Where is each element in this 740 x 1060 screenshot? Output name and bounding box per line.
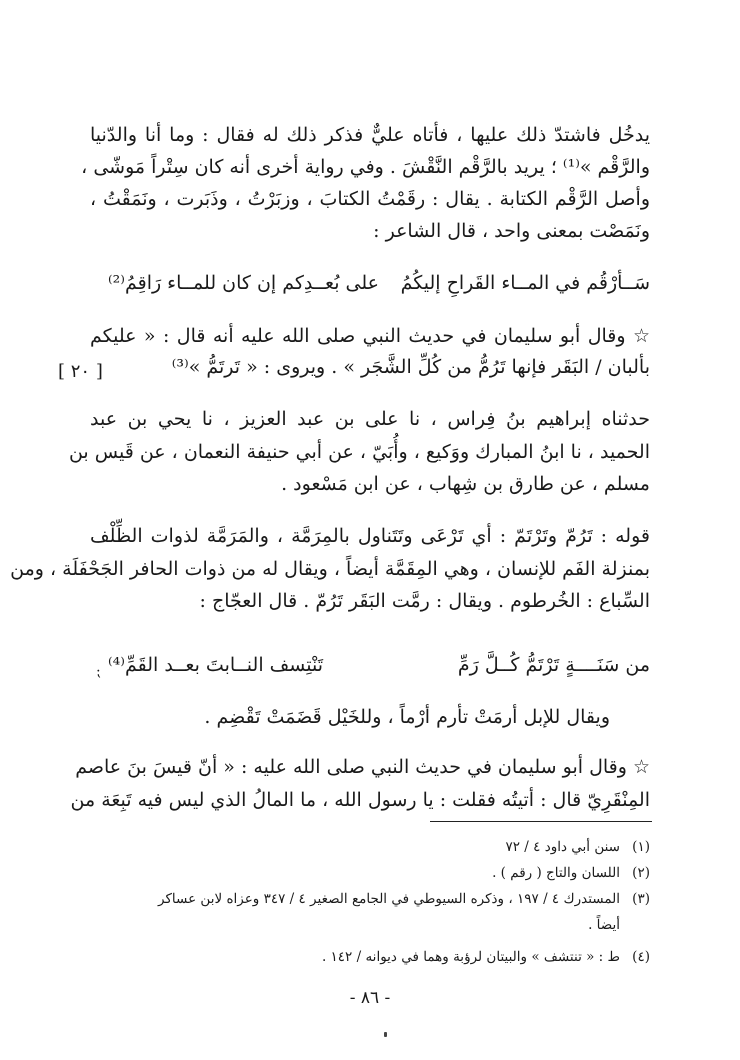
text-line-6: ☆ وقال أبو سليمان في حديث النبي صلى الله عليه أنه قال : « عليكم [90, 325, 650, 347]
page-number: - ٨٦ - [349, 988, 391, 1008]
footnote-2 [90, 862, 650, 884]
footnote-4 [90, 946, 650, 968]
footnote-text: المستدرك ٤ / ١٩٧ ، وذكره السيوطي في الجامع الصغير ٤ / ٣٤٧ وعزاه لابن عساكر [158, 891, 620, 907]
footnote-1 [90, 836, 650, 858]
scan-speck [384, 1032, 387, 1037]
footnote-3-continuation [90, 914, 650, 936]
footnote-number: (٢) [632, 865, 650, 881]
text-line-4: ونَمَصْت بمعنى واحد ، قال الشاعر : [373, 220, 650, 242]
margin-page-reference: [ ٢٠ ] [58, 361, 103, 382]
text-line-8: حدثناه إبراهيم بنُ فِراس ، نا على بن عبد العزيز ، نا يحي بن عبد [90, 408, 650, 430]
text-line-1: يدخُل فاشتدّ ذلك عليها ، فأتاه عليٌّ فذكر ذلك له فقال : وما أنا والدّنيا [90, 124, 650, 146]
verse-1-second-hemistich: على بُعــدِكم إن كان للمــاء رَاقِمُ⁽²⁾ [108, 272, 379, 294]
footnote-text: اللسان والتاج ( رقم ) . [492, 865, 620, 881]
text-line-13: السِّباع : الخُرطوم . ويقال : رمَّت البَقَر تَرُمّ . قال العجّاج : [199, 590, 650, 612]
footnote-number: (٣) [632, 891, 650, 907]
text-line-12: بمنزلة الفَم للإنسان ، وهي المِقَمَّة أيضاً ، ويقال له من ذوات الحافر الجَحْفَلَة ، ومن [10, 558, 650, 580]
text-line-16: ☆ وقال أبو سليمان في حديث النبي صلى الله عليه : « أنّ قيسَ بنَ عاصم [75, 756, 650, 778]
footnote-text: ط : « تنتشف » والبيتان لرؤبة وهما في ديوانه / ١٤٢ . [321, 949, 620, 965]
text-line-17: المِنْقَرِيّ قال : أتيتُه فقلت : يا رسول الله ، ما المالُ الذي ليس فيه تَبِعَة من [70, 789, 650, 811]
text-line-3: وأصل الرَّقْم الكتابة . يقال : رقَمْتُ الكتابَ ، وزبَرْتُ ، وذَبَرت ، ونَمَقْتُ ، [90, 188, 650, 210]
text-line-2: والرَّقْم »⁽¹⁾ ؛ يريد بالرَّقْم النَّقْشَ . وفي رواية أخرى أنه كان سِتْراً مَوشّى ، [81, 156, 650, 178]
footnote-3 [90, 888, 650, 910]
margin-mark: ⁏ [96, 664, 101, 680]
verse-2-second-hemistich: تَنْتِسف النــابتَ بعــد القَمِّ⁽⁴⁾ [108, 654, 324, 676]
text-line-15: ويقال للإبل أرمَتْ تأرم أرْماً ، وللخَيْل قَضَمَتْ تَقْضِم . [204, 706, 610, 728]
text-line-11: قوله : تَرُمّ وتَرْتَمّ : أي تَرْعَى وتَتَناول بالمِرَمَّة ، والمَرَمَّة لذوات الظِّلْف [90, 525, 650, 547]
footnote-number: (١) [632, 839, 650, 855]
footnote-separator [430, 821, 652, 822]
text-line-9: الحميد ، نا ابنُ المبارك ووَكيع ، وأُبَيّ ، عن أبي حنيفة النعمان ، عن قَيس بن [68, 441, 650, 463]
text-line-10: مسلم ، عن طارق بن شِهاب ، عن ابن مَسْعود . [281, 473, 650, 495]
verse-1-first-hemistich: سَــأرْقُم في المــاء القَراحِ إليكُمُ [400, 272, 650, 294]
footnote-number: (٤) [632, 949, 650, 965]
verse-2-first-hemistich: من سَنَــــةٍ تَرْتَمُّ كُــلَّ رَمِّ [457, 654, 650, 676]
text-line-7: بألبان / البَقَر فإنها تَرُمُّ من كُلِّ الشَّجَر » . ويروى : « تَرتَمُّ »⁽³⁾ [171, 356, 650, 378]
footnote-text: سنن أبي داود ٤ / ٧٢ [505, 839, 620, 855]
footnote-text: أيضاً . [588, 917, 620, 933]
